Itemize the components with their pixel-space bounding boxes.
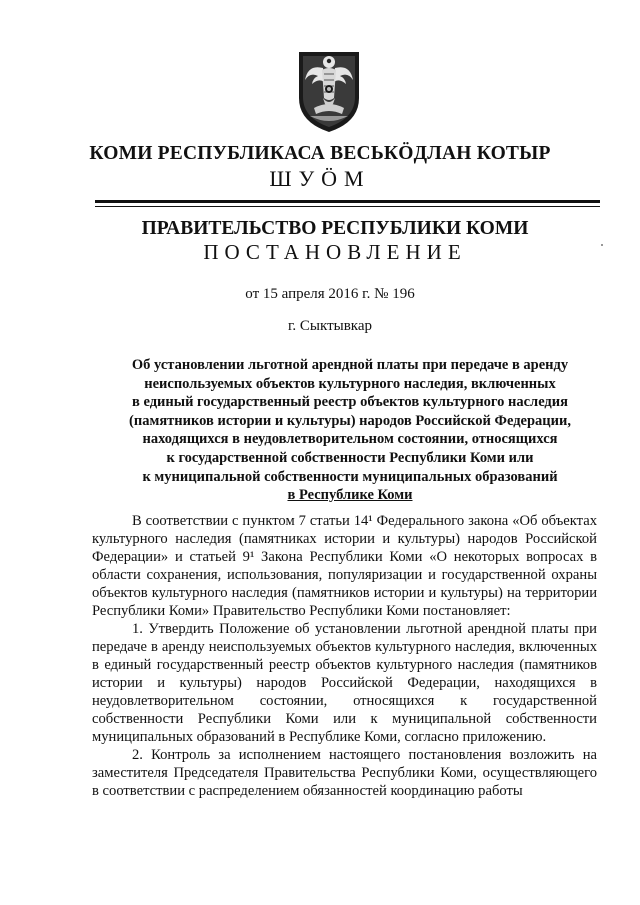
header-divider-thin bbox=[95, 206, 600, 207]
preamble-paragraph: В соответствии с пунктом 7 статьи 14¹ Федерального закона «Об объектах культурного наследия (памятниках истории и культуры) народов Российской Федерации» и статьей 9¹ Закона Республики Коми «О некоторых вопросах в области сохранения, использования, популяризации и государственной охраны объектов культурного наследия (памятников истории и культуры) на территории Республики Коми» Правительство Республики Коми постановляет: bbox=[92, 513, 597, 619]
title-line: в Республике Коми bbox=[287, 487, 413, 504]
city-line: г. Сыктывкар bbox=[287, 318, 373, 334]
document-type: ПОСТАНОВЛЕНИЕ bbox=[203, 240, 467, 264]
komi-coat-of-arms-icon bbox=[296, 42, 362, 134]
item-2-paragraph: 2. Контроль за исполнением настоящего постановления возложить на заместителя Председателя Правительства Республики Коми, осуществляющего в соответствии с распределением обязанностей координацию работы bbox=[92, 747, 597, 799]
title-line: в единый государственный реестр объектов культурного наследия bbox=[132, 394, 568, 411]
item-1-paragraph: 1. Утвердить Положение об установлении льготной арендной платы при передаче в аренду неиспользуемых объектов культурного наследия, включенных в единый государственный реестр объектов культурного наследия (памятников истории и культуры) народов Российской Федерации, находящихся в неудовлетворительном состоянии, относящихся к государственной собственности Республики Коми или к муниципальной собственности муниципальных образований в Республике Коми, согласно приложению. bbox=[92, 621, 597, 745]
resolution-body bbox=[92, 512, 597, 800]
government-title: ПРАВИТЕЛЬСТВО РЕСПУБЛИКИ КОМИ bbox=[141, 218, 529, 239]
resolution-title bbox=[90, 356, 610, 505]
title-line: (памятников истории и культуры) народов Российской Федерации, bbox=[129, 412, 571, 429]
date-number-line: от 15 апреля 2016 г. № 196 bbox=[245, 286, 415, 302]
title-line: Об установлении льготной арендной платы при передаче в аренду bbox=[131, 357, 569, 373]
komi-subtitle: ШУӦМ bbox=[269, 166, 371, 191]
header-divider-thick bbox=[95, 200, 600, 203]
title-line: к муниципальной собственности муниципальных образований bbox=[142, 468, 558, 485]
komi-title: КОМИ РЕСПУБЛИКАСА ВЕСЬКӦДЛАН КОТЫР bbox=[89, 143, 551, 164]
title-line: неиспользуемых объектов культурного наследия, включенных bbox=[144, 375, 556, 392]
title-line: к государственной собственности Республики Коми или bbox=[166, 449, 534, 466]
title-line: находящихся в неудовлетворительном состоянии, относящихся bbox=[142, 431, 558, 448]
scan-speck bbox=[601, 244, 603, 246]
